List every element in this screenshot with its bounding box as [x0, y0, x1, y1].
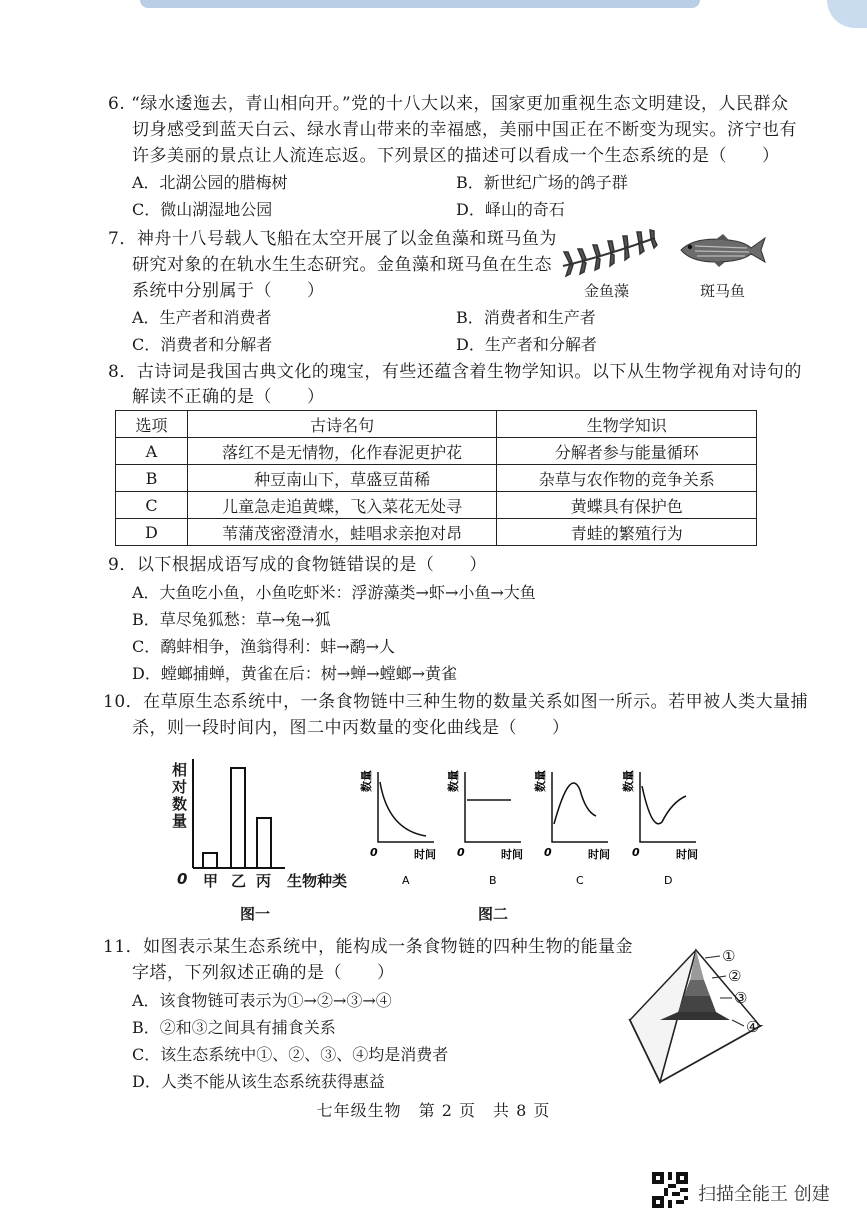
q9-option-b: B．草尽兔狐愁：草→兔→狐	[132, 610, 331, 629]
q11-option-d: D．人类不能从该生态系统获得惠益	[132, 1072, 385, 1091]
q11-option-a: A．该食物链可表示为①→②→③→④	[132, 991, 392, 1010]
fig2-panel-a	[360, 770, 448, 887]
qr-code-icon	[652, 1172, 688, 1208]
q8-line-1: 8．古诗词是我国古典文化的瑰宝，有些还蕴含着生物学知识。以下从生物学视角对诗句的	[108, 362, 802, 382]
energy-pyramid	[620, 940, 780, 1090]
zebrafish-label: 斑马鱼	[700, 282, 746, 300]
q8-line-2: 解读不正确的是（ ）	[132, 387, 325, 407]
pyramid-label-2: ②	[728, 967, 742, 985]
q10-line-1: 10．在草原生态系统中，一条食物链中三种生物的数量关系如图一所示。若甲被人类大量捕	[103, 692, 809, 712]
table-header: 选项	[116, 411, 188, 438]
q6-line-1: 6. “绿水逶迤去，青山相向开。”党的十八大以来，国家更加重视生态文明建设，人民群众	[108, 94, 789, 114]
corner-mark	[827, 0, 867, 28]
q9-option-c: C．鹬蚌相争，渔翁得利：蚌→鹬→人	[132, 637, 396, 656]
table-header-row	[116, 411, 757, 438]
fig2-panel-d	[622, 770, 710, 887]
pyramid-label-4: ④	[746, 1018, 760, 1036]
fig2-panel-label: B	[489, 874, 497, 887]
fig2-y-label: 数量	[360, 770, 373, 792]
q6-line-3: 许多美丽的景点让人流连忘返。下列景区的描述可以看成一个生态系统的是（ ）	[132, 146, 780, 166]
q7-option-d: D．生产者和分解者	[456, 335, 597, 354]
table-cell: 杂草与农作物的竞争关系	[497, 465, 757, 492]
q7-line-1: 7．神舟十八号载人飞船在太空开展了以金鱼藻和斑马鱼为	[108, 229, 557, 249]
q11-line-1: 11．如图表示某生态系统中，能构成一条食物链的四种生物的能量金	[103, 937, 634, 957]
fig2-y-label: 数量	[447, 770, 460, 792]
table-row	[116, 438, 757, 465]
poetry-table	[115, 410, 757, 546]
fig2-curve-c	[554, 783, 596, 824]
fig2-curve-d	[642, 786, 686, 824]
fig1-bar-甲	[203, 853, 217, 868]
zebrafish-image	[675, 232, 767, 268]
table-row	[116, 465, 757, 492]
q7-line-2: 研究对象的在轨水生生态研究。金鱼藻和斑马鱼在生态	[132, 255, 552, 275]
fig2-origin: 0	[457, 846, 465, 859]
table-cell: 儿童急走追黄蝶，飞入菜花无处寻	[187, 492, 497, 519]
q9-option-a: A．大鱼吃小鱼，小鱼吃虾米：浮游藻类→虾→小鱼→大鱼	[132, 583, 536, 602]
fig2-x-label: 时间	[501, 848, 523, 861]
top-edge	[140, 0, 700, 8]
q10-line-2: 杀，则一段时间内，图二中丙数量的变化曲线是（ ）	[132, 718, 570, 738]
q6-option-c: C．微山湖湿地公园	[132, 200, 273, 219]
fig1-caption: 图一	[240, 905, 271, 923]
table-header: 古诗名句	[187, 411, 497, 438]
q7-option-a: A．生产者和消费者	[132, 308, 272, 327]
fig2-y-label: 数量	[534, 770, 547, 792]
fig1-bar-丙	[257, 818, 271, 868]
fig2-y-label: 数量	[622, 770, 635, 792]
table-cell: A	[116, 438, 188, 465]
hornwort-label: 金鱼藻	[584, 282, 630, 300]
fig1-y-label: 相对数量	[172, 761, 188, 830]
fig2-x-label: 时间	[588, 848, 610, 861]
fig2-curve-a	[380, 782, 426, 836]
table-row	[116, 519, 757, 546]
pyramid-leader-1	[705, 956, 720, 958]
fig2-panel-b	[447, 770, 535, 887]
pyramid-label-3: ③	[734, 989, 748, 1007]
fig2-panel-label: C	[576, 874, 584, 887]
table-cell: 苇蒲茂密澄清水，蛙唱求亲抱对昂	[187, 519, 497, 546]
fig2-axes	[640, 772, 696, 842]
fig1-category-yi: 乙	[231, 872, 247, 890]
q6-line-2: 切身感受到蓝天白云、绿水青山带来的幸福感，美丽中国正在不断变为现实。济宁也有	[132, 120, 797, 140]
hornwort-image	[555, 226, 665, 280]
fig2-panel-label: D	[664, 874, 673, 887]
table-cell: 黄蝶具有保护色	[497, 492, 757, 519]
q6-option-b: B．新世纪广场的鸽子群	[456, 173, 628, 192]
q7-option-b: B．消费者和生产者	[456, 308, 596, 327]
q11-option-b: B．②和③之间具有捕食关系	[132, 1018, 336, 1037]
fig1-origin: 0	[177, 870, 188, 888]
q6-option-d: D．峄山的奇石	[456, 200, 565, 219]
scanner-watermark: 扫描全能王 创建	[698, 1184, 830, 1205]
q9-stem: 9．以下根据成语写成的食物链错误的是（ ）	[108, 555, 487, 575]
table-cell: D	[116, 519, 188, 546]
table-cell: 落红不是无情物，化作春泥更护花	[187, 438, 497, 465]
fig2-caption: 图二	[478, 905, 509, 923]
fig2-panel-c	[534, 770, 622, 887]
table-cell: C	[116, 492, 188, 519]
q7-option-c: C．消费者和分解者	[132, 335, 273, 354]
table-cell: 种豆南山下，草盛豆苗稀	[187, 465, 497, 492]
fig1-x-label: 生物种类	[287, 872, 348, 890]
fig2-axes	[465, 772, 521, 842]
table-row	[116, 492, 757, 519]
table-cell: 青蛙的繁殖行为	[497, 519, 757, 546]
page-footer: 七年级生物 第 2 页 共 8 页	[316, 1101, 551, 1120]
q11-option-c: C．该生态系统中①、②、③、④均是消费者	[132, 1045, 449, 1064]
fig2-origin: 0	[632, 846, 640, 859]
fig2-panel-label: A	[402, 874, 410, 887]
q6-option-a: A．北湖公园的腊梅树	[132, 173, 288, 192]
fig2-x-label: 时间	[676, 848, 698, 861]
pyramid-level-3	[678, 996, 716, 1012]
fig2-axes	[552, 772, 608, 842]
fig1-category-bing: 丙	[256, 872, 272, 890]
fig1-bar-乙	[231, 768, 245, 868]
fig1-category-jia: 甲	[203, 872, 219, 890]
fig2-axes	[378, 772, 434, 842]
q9-option-d: D．螳螂捕蝉，黄雀在后：树→蝉→螳螂→黄雀	[132, 664, 458, 683]
table-cell: B	[116, 465, 188, 492]
table-header: 生物学知识	[497, 411, 757, 438]
q11-line-2: 字塔，下列叙述正确的是（ ）	[132, 963, 395, 983]
pyramid-label-1: ①	[722, 947, 736, 965]
fig2-origin: 0	[544, 846, 552, 859]
q7-line-3: 系统中分别属于（ ）	[132, 281, 325, 301]
table-cell: 分解者参与能量循环	[497, 438, 757, 465]
fig2-origin: 0	[370, 846, 378, 859]
fig2-x-label: 时间	[414, 848, 436, 861]
